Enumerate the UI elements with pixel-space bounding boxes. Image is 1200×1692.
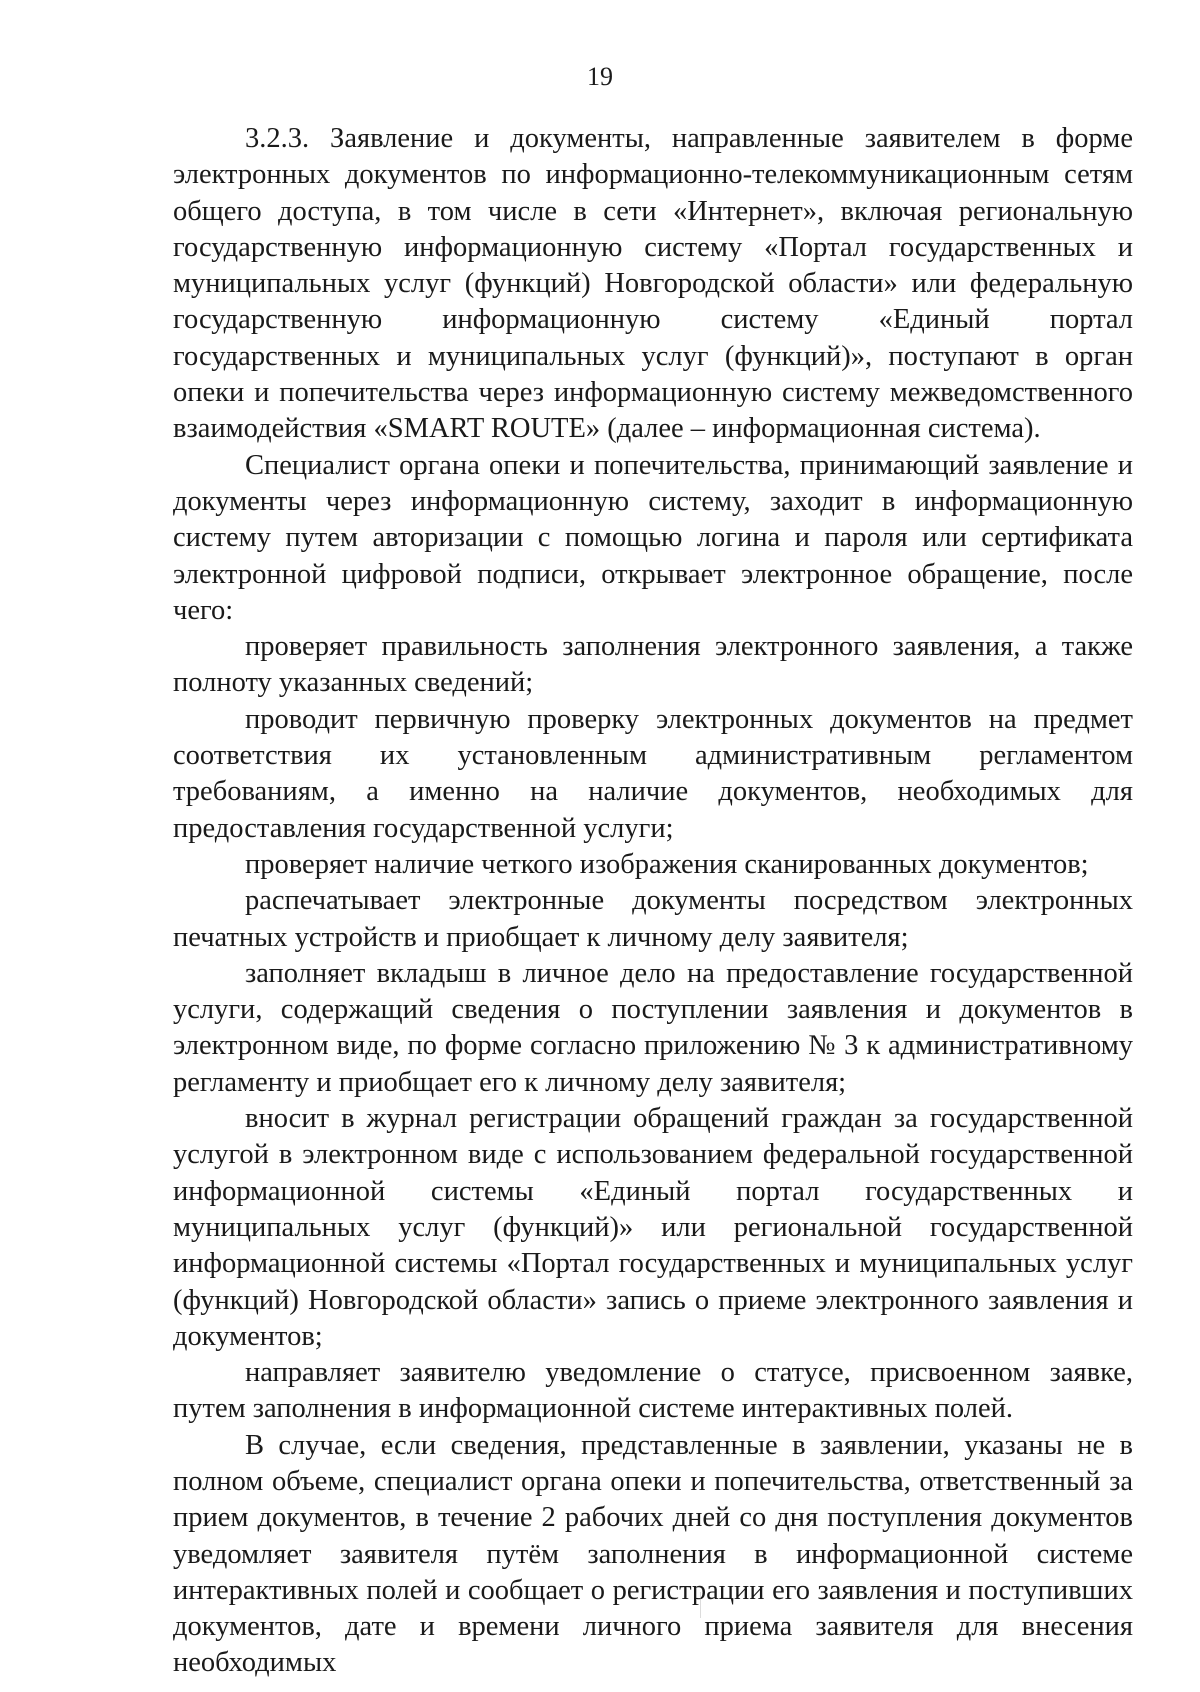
- paragraph-3-2-3: 3.2.3. Заявление и документы, направленные заявителем в форме электронных документов по информационно-телекоммуникационным сетям общего доступа, в том числе в сети «Интернет», включая региональную государственную информационную систему «Портал государственных и муниципальных услуг (функций) Новгородской области» или федеральную государственную информационную систему «Единый портал государственных и муниципальных услуг (функций)», поступают в орган опеки и попечительства через информационную систему межведомственного взаимодействия «SMART ROUTE» (далее – информационная система).: [173, 123, 1133, 445]
- document-body: [173, 121, 1133, 1682]
- scan-artifact-mark: [700, 1592, 701, 1618]
- paragraph-incomplete-info: В случае, если сведения, представленные в заявлении, указаны не в полном объеме, специалист органа опеки и попечительства, ответственный за прием документов, в течение 2 рабочих дней со дня поступления документов уведомляет заявителя путём заполнения в информационной системе интерактивных полей и сообщает о регистрации его заявления и поступивших документов, дате и времени личного приема заявителя для внесения необходимых: [173, 1429, 1133, 1679]
- paragraph-specialist-actions: Специалист органа опеки и попечительства, принимающий заявление и документы через информационную систему, заходит в информационную систему путем авторизации с помощью логина и пароля или сертификата электронной цифровой подписи, открывает электронное обращение, после чего:: [173, 449, 1133, 626]
- list-item-check-filling: проверяет правильность заполнения электронного заявления, а также полноту указанных сведений;: [173, 631, 1133, 699]
- list-item-fill-insert: заполняет вкладыш в личное дело на предоставление государственной услуги, содержащий сведения о поступлении заявления и документов в электронном виде, по форме согласно приложению № 3 к административному регламенту и приобщает его к личному делу заявителя;: [173, 957, 1133, 1098]
- list-item-primary-check: проводит первичную проверку электронных документов на предмет соответствия их установленным административным регламентом требованиям, а именно на наличие документов, необходимых для предоставления государственной услуги;: [173, 703, 1133, 844]
- list-item-journal-entry: вносит в журнал регистрации обращений граждан за государственной услугой в электронном виде с использованием федеральной государственной информационной системы «Единый портал государственных и муниципальных услуг (функций)» или региональной государственной информационной системы «Портал государственных и муниципальных услуг (функций) Новгородской области» запись о приеме электронного заявления и документов;: [173, 1103, 1133, 1352]
- list-item-check-scans: проверяет наличие четкого изображения сканированных документов;: [245, 848, 1089, 880]
- list-item-send-notification: направляет заявителю уведомление о статусе, присвоенном заявке, путем заполнения в информационной системе интерактивных полей.: [173, 1357, 1133, 1425]
- list-item-print-documents: распечатывает электронные документы посредством электронных печатных устройств и приобщает к личному делу заявителя;: [173, 885, 1133, 953]
- page-number: 19: [587, 62, 613, 91]
